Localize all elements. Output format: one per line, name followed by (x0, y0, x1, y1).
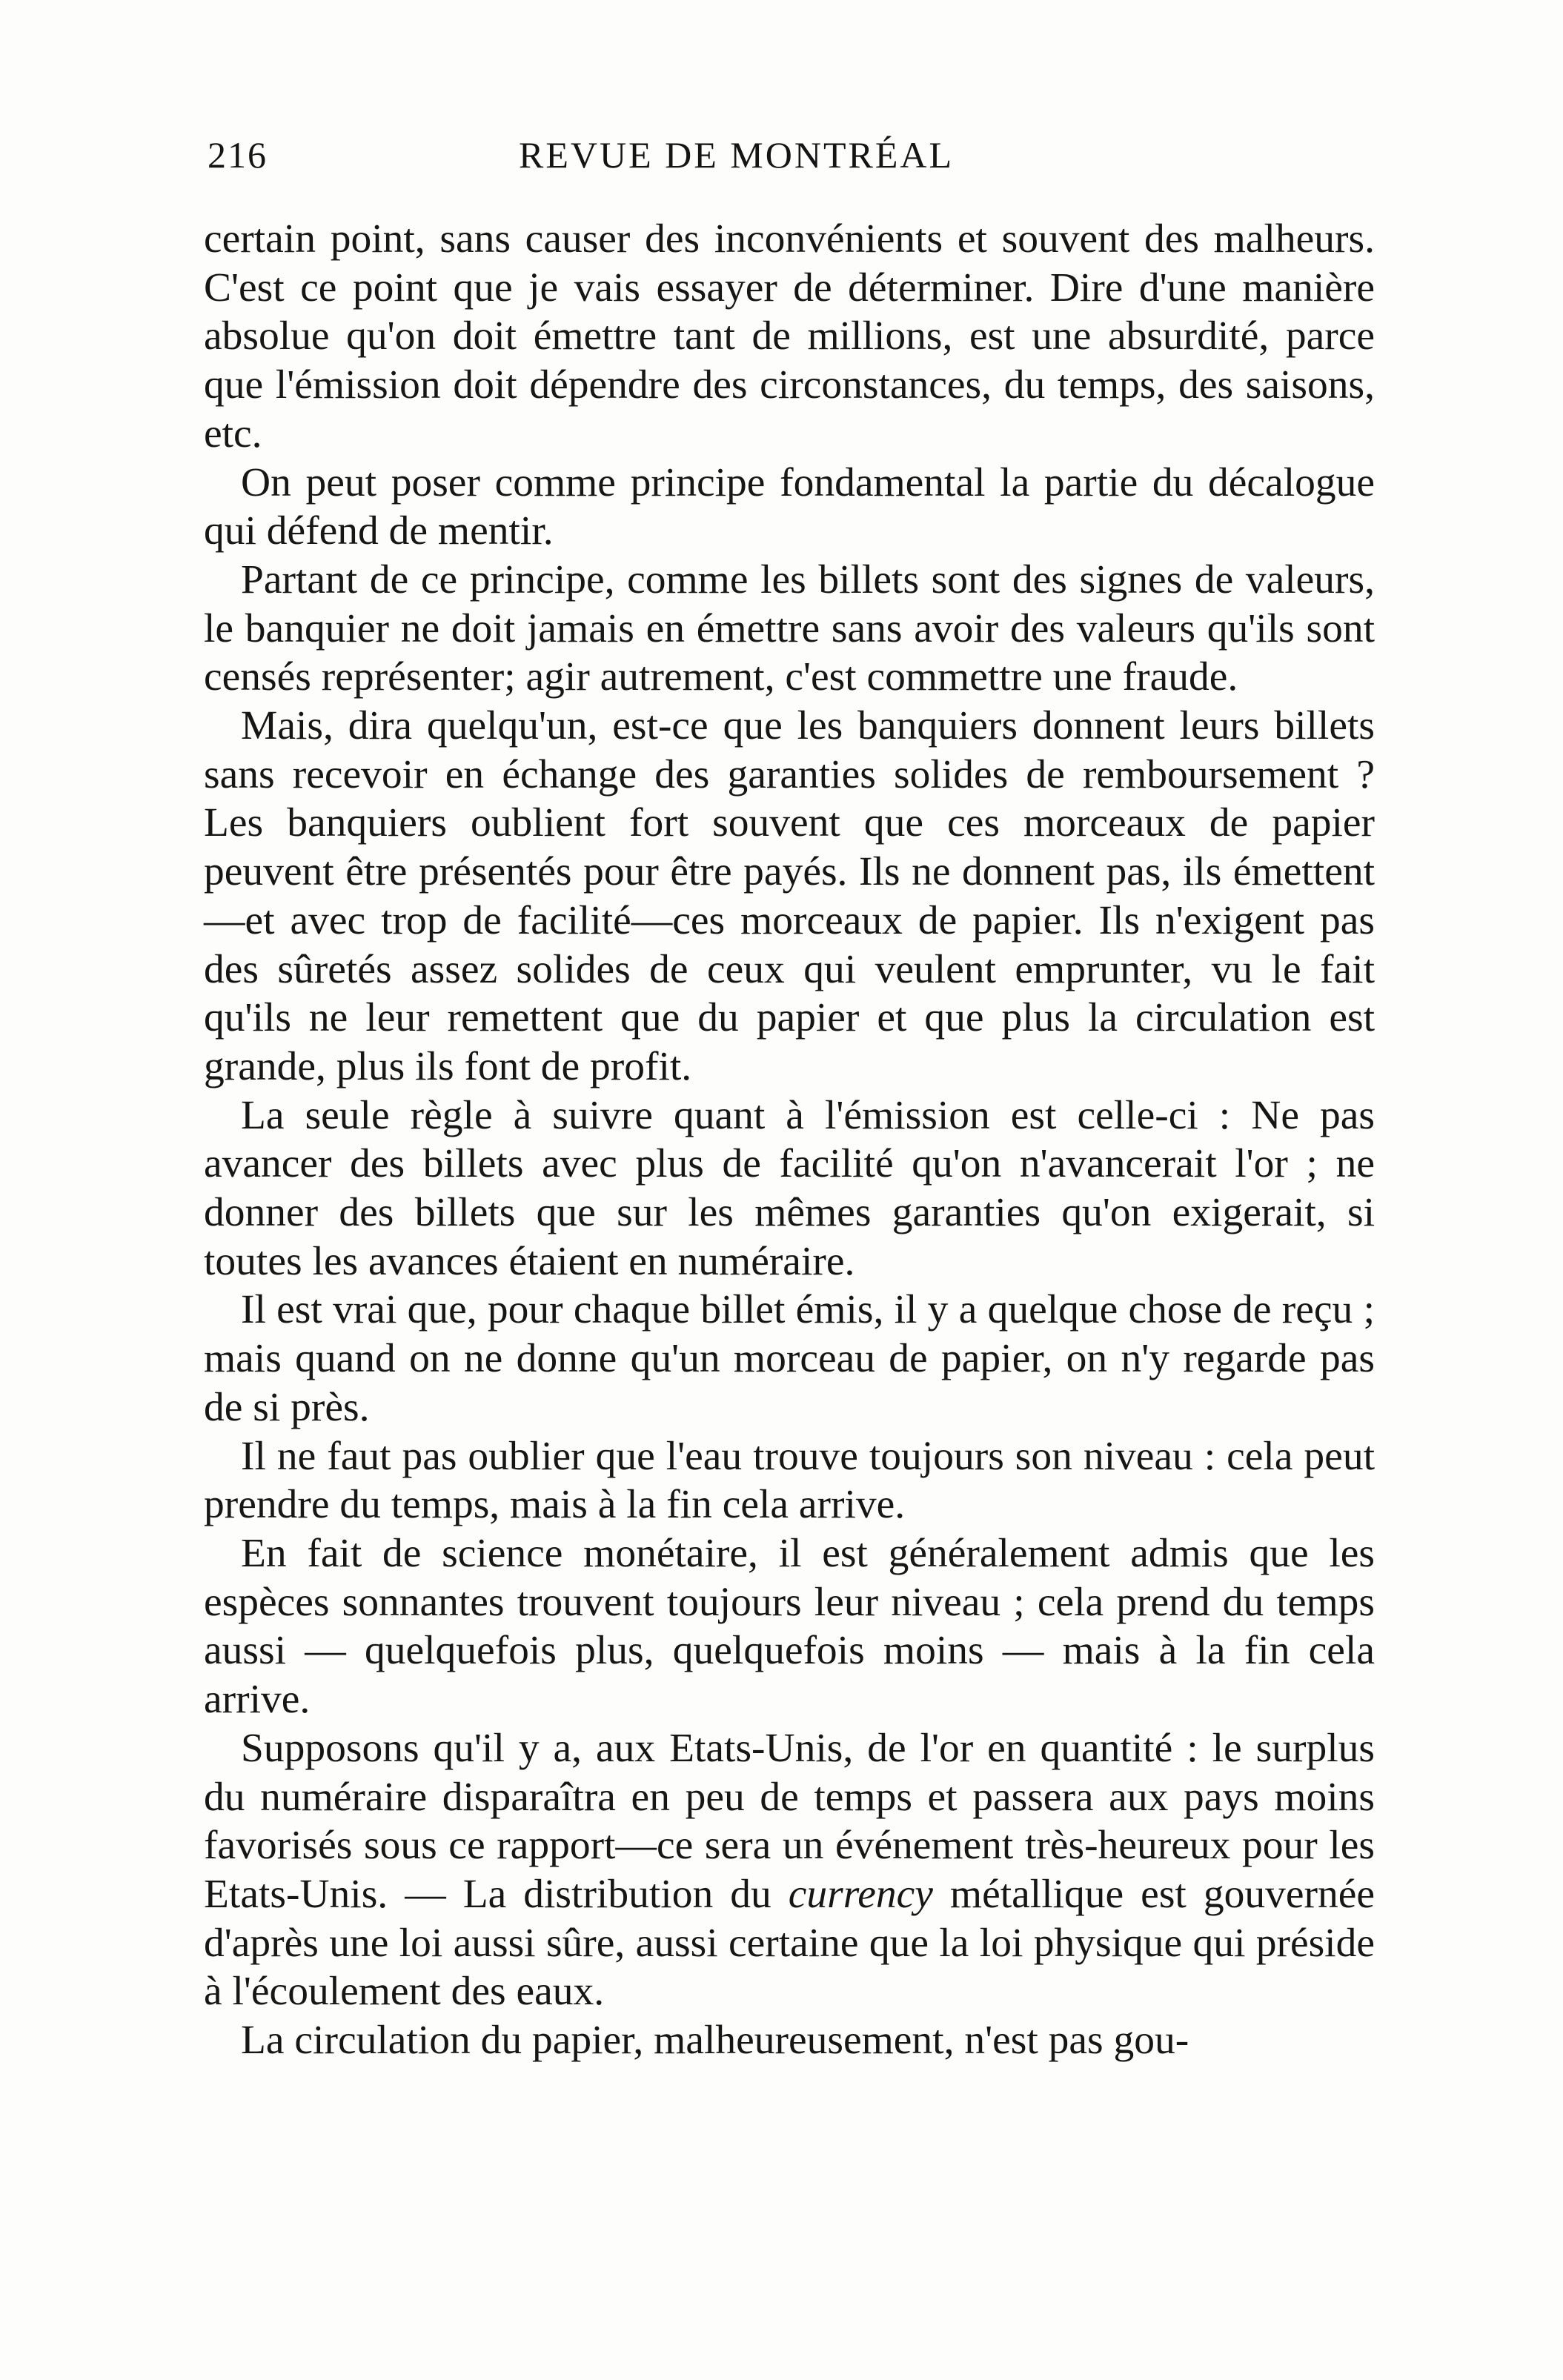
paragraph-7: Il ne faut pas oublier que l'eau trouve toujours son niveau : cela peut prendre du temps, mais à la fin cela arrive. (204, 1433, 1375, 1528)
paragraph-4: Mais, dira quelqu'un, est-ce que les banquiers donnent leurs billets sans recevoir en échange des garanties solides de remboursement ? Les banquiers oublient fort souvent que ces morceaux de papier peuvent être présentés pour être payés. Ils ne donnent pas, ils émettent—et avec trop de facilité—ces morceaux de papier. Ils n'exigent pas des sûretés assez solides de ceux qui veulent emprunter, vu le fait qu'ils ne leur remettent que du papier et que plus la circulation est grande, plus ils font de profit. (204, 703, 1375, 1089)
body-text (204, 215, 1375, 2065)
paragraph-2: On peut poser comme principe fondamental la partie du décalogue qui défend de mentir. (204, 459, 1375, 554)
paragraph-3: Partant de ce principe, comme les billets sont des signes de valeurs, le banquier ne doit jamais en émettre sans avoir des valeurs qu'ils sont censés représenter; agir autrement, c'est commettre une fraude. (204, 556, 1375, 700)
page-number: 216 (208, 134, 268, 176)
paragraph-9-after: métallique est gouvernée d'après une loi aussi sûre, aussi certaine que la loi physique qui préside à l'écoulement des eaux. (204, 1871, 1375, 2015)
paragraph-8: En fait de science monétaire, il est généralement admis que les espèces sonnantes trouvent toujours leur niveau ; cela prend du temps aussi — quelquefois plus, quelquefois moins — mais à la fin cela arrive. (204, 1530, 1375, 1723)
running-title: REVUE DE MONTRÉAL (519, 134, 955, 176)
paragraph-1: certain point, sans causer des inconvénients et souvent des malheurs. C'est ce point que je vais essayer de déterminer. Dire d'une manière absolue qu'on doit émettre tant de millions, est une absurdité, parce que l'émission doit dépendre des circonstances, du temps, des saisons, etc. (204, 216, 1375, 456)
italic-term-currency: currency (788, 1871, 933, 1917)
paragraph-10: La circulation du papier, malheureusement, n'est pas gou- (241, 2018, 1189, 2064)
paragraph-9 (204, 1724, 1375, 2016)
page-header (208, 133, 1364, 193)
paragraph-5: La seule règle à suivre quant à l'émission est celle-ci : Ne pas avancer des billets avec plus de facilité qu'on n'avancerait l'or ; ne donner des billets que sur les mêmes garanties qu'on exigerait, si toutes les avances étaient en numéraire. (204, 1092, 1375, 1284)
paragraph-6: Il est vrai que, pour chaque billet émis, il y a quelque chose de reçu ; mais quand on ne donne qu'un morceau de papier, on n'y regarde pas de si près. (204, 1287, 1375, 1430)
paragraph-9-before: Supposons qu'il y a, aux Etats-Unis, de l'or en quantité : le surplus du numéraire disparaîtra en peu de temps et passera aux pays moins favorisés sous ce rapport—ce sera un événement très-heureux pour les Etats-Unis. — La distribution du (204, 1725, 1375, 1917)
